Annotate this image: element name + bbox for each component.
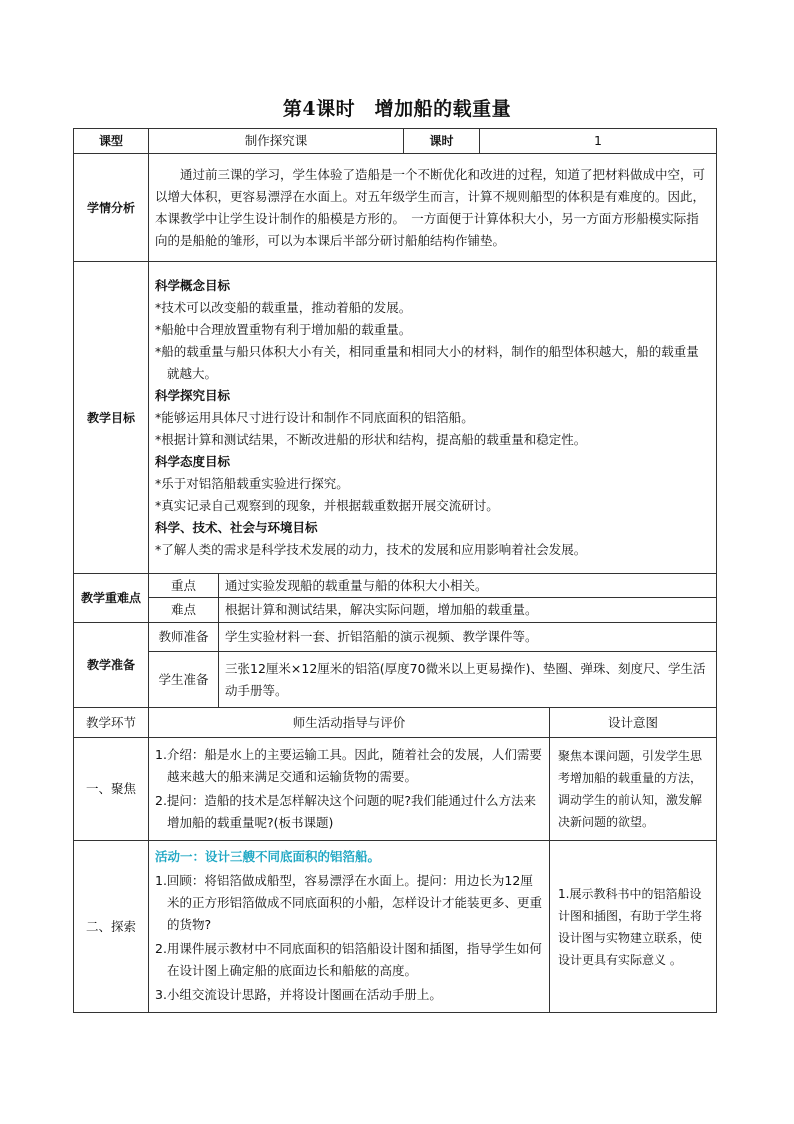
phase2-intent: 1.展示教科书中的铝箔船设计图和插图，有助于学生将设计图与实物建立联系，使设计更具有实际意义 。 (550, 841, 717, 1013)
concept-item: *技术可以改变船的载重量，推动着船的发展。 (155, 299, 412, 315)
situation-text: 通过前三课的学习，学生体验了造船是一个不断优化和改进的过程，知道了把材料做成中空，可以增大体积，更容易漂浮在水面上。对五年级学生而言，计算不规则船型的体积是有难度的。因此，本课教学中让学生设计制作的船模是方形的。 一方面便于计算体积大小，另一方面方形船模实际指向的是船舱的雏形，可以为本课后半部分研讨船舶结构作铺垫。 (149, 154, 717, 262)
key-text: 通过实验发现船的载重量与船的体积大小相关。 (219, 574, 717, 598)
key-label: 重点 (149, 574, 219, 598)
prep-label: 教学准备 (74, 623, 149, 708)
teacher-prep-label: 教师准备 (149, 623, 219, 652)
phase1-step: 1.介绍：船是水上的主要运输工具。因此，随着社会的发展，人们需要越来越大的船来满足交通和运输货物的需要。 (155, 747, 542, 784)
concept-heading: 科学概念目标 (155, 277, 231, 293)
page-title: 第4课时 增加船的载重量 (282, 98, 512, 120)
student-prep-label: 学生准备 (149, 652, 219, 708)
goals-content (149, 262, 717, 574)
inquiry-item: *能够运用具体尺寸进行设计和制作不同底面积的铝箔船。 (155, 409, 474, 425)
phase2-step: 3.小组交流设计思路，并将设计图画在活动手册上。 (155, 986, 442, 1002)
attitude-heading: 科学态度目标 (155, 453, 231, 469)
phase1-activity (149, 738, 550, 841)
intent-header: 设计意图 (550, 708, 717, 738)
inquiry-item: *根据计算和测试结果，不断改进船的形状和结构，提高船的载重量和稳定性。 (155, 431, 587, 447)
phase1-intent: 聚焦本课问题，引发学生思考增加船的载重量的方法，调动学生的前认知，激发解决新问题的欲望。 (550, 738, 717, 841)
phase2-step: 1.回顾：将铝箔做成船型，容易漂浮在水面上。提问：用边长为12厘米的正方形铝箔做成不同底面积的小船，怎样设计才能装更多、更重的货物? (155, 872, 543, 932)
lesson-type-value: 制作探究课 (149, 129, 404, 154)
sts-item: *了解人类的需求是科学技术发展的动力，技术的发展和应用影响着社会发展。 (155, 541, 587, 557)
keypoints-label: 教学重难点 (74, 574, 149, 623)
activity-header: 师生活动指导与评价 (149, 708, 550, 738)
difficulty-label: 难点 (149, 598, 219, 623)
phase2-label: 二、探索 (74, 841, 149, 1013)
period-value: 1 (480, 129, 717, 154)
period-label: 课时 (404, 129, 480, 154)
phase-header: 教学环节 (74, 708, 149, 738)
situation-row (74, 154, 717, 262)
phase1-label: 一、聚焦 (74, 738, 149, 841)
situation-label: 学情分析 (74, 154, 149, 262)
sts-heading: 科学、技术、社会与环境目标 (155, 519, 318, 535)
concept-item: *船的载重量与船只体积大小有关，相同重量和相同大小的材料，制作的船型体积越大，船的载重量就越大。 (155, 343, 699, 381)
teacher-prep-text: 学生实验材料一套、折铝箔船的演示视频、教学课件等。 (219, 623, 717, 652)
lesson-plan-table (73, 128, 717, 1013)
process-header-row (74, 708, 717, 738)
phase2-step: 2.用课件展示教材中不同底面积的铝箔船设计图和插图，指导学生如何在设计图上确定船的底面边长和船舷的高度。 (155, 940, 542, 978)
phase2-row (74, 841, 717, 1013)
difficulty-text: 根据计算和测试结果，解决实际问题，增加船的载重量。 (219, 598, 717, 623)
student-prep-text: 三张12厘米×12厘米的铝箔(厚度70微米以上更易操作)、垫圈、弹珠、刻度尺、学生活动手册等。 (219, 652, 717, 708)
inquiry-heading: 科学探究目标 (155, 387, 231, 403)
goals-row (74, 262, 717, 574)
goals-label: 教学目标 (74, 262, 149, 574)
phase1-step: 2.提问：造船的技术是怎样解决这个问题的呢?我们能通过什么方法来增加船的载重量呢?(板书课题) (155, 793, 537, 830)
concept-item: *船舱中合理放置重物有利于增加船的载重量。 (155, 321, 412, 337)
lesson-type-label: 课型 (74, 129, 149, 154)
difficulty-row (74, 598, 717, 623)
activity-title: 活动一：设计三艘不同底面积的铝箔船。 (155, 848, 381, 864)
teacher-prep-row (74, 623, 717, 652)
phase1-row (74, 738, 717, 841)
attitude-item: *乐于对铝箔船载重实验进行探究。 (155, 475, 349, 491)
phase2-activity (149, 841, 550, 1013)
attitude-item: *真实记录自己观察到的现象，并根据载重数据开展交流研讨。 (155, 497, 499, 513)
student-prep-row (74, 652, 717, 708)
lesson-type-row (74, 129, 717, 154)
key-row (74, 574, 717, 598)
